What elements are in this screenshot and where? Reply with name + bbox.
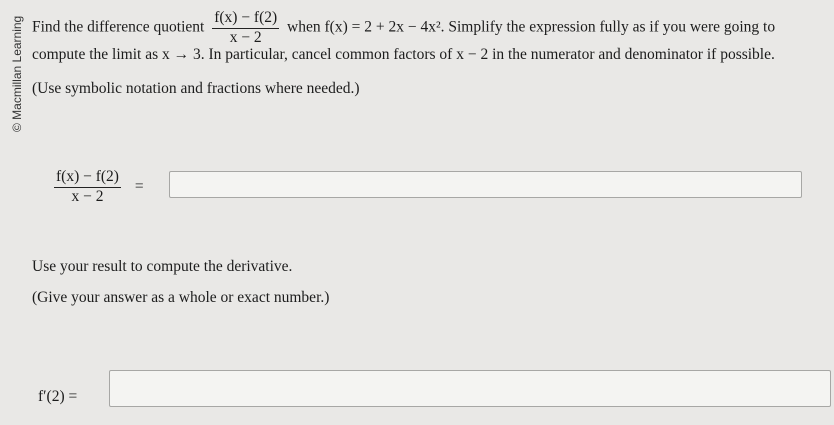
part1-fraction bbox=[54, 168, 121, 206]
question-hint: (Use symbolic notation and fractions where needed.) bbox=[32, 80, 360, 97]
copyright-label: © Macmillan Learning bbox=[10, 15, 24, 132]
question-intro: Find the difference quotient bbox=[32, 18, 205, 36]
difference-quotient-answer-field[interactable] bbox=[169, 171, 802, 198]
derivative-answer-field[interactable] bbox=[109, 370, 831, 407]
part2-hint: (Give your answer as a whole or exact number.) bbox=[32, 289, 330, 306]
question-line-2: compute the limit as x → 3. In particular, cancel common factors of x − 2 in the numerator and denominator if possible. bbox=[32, 46, 775, 63]
part1-denominator: x − 2 bbox=[71, 187, 104, 205]
equals-sign: = bbox=[134, 177, 144, 195]
derivative-label: f′(2) = bbox=[38, 388, 78, 405]
difference-quotient bbox=[212, 9, 279, 47]
dq-numerator: f(x) − f(2) bbox=[212, 9, 279, 29]
part1-numerator: f(x) − f(2) bbox=[54, 168, 121, 188]
question-condition: when f(x) = 2 + 2x − 4x². Simplify the expression fully as if you were going to bbox=[287, 18, 776, 36]
part2-instruction: Use your result to compute the derivative. bbox=[32, 258, 293, 275]
dq-denominator: x − 2 bbox=[229, 28, 262, 46]
part1-lhs bbox=[50, 168, 144, 206]
question-line-1 bbox=[32, 9, 775, 47]
